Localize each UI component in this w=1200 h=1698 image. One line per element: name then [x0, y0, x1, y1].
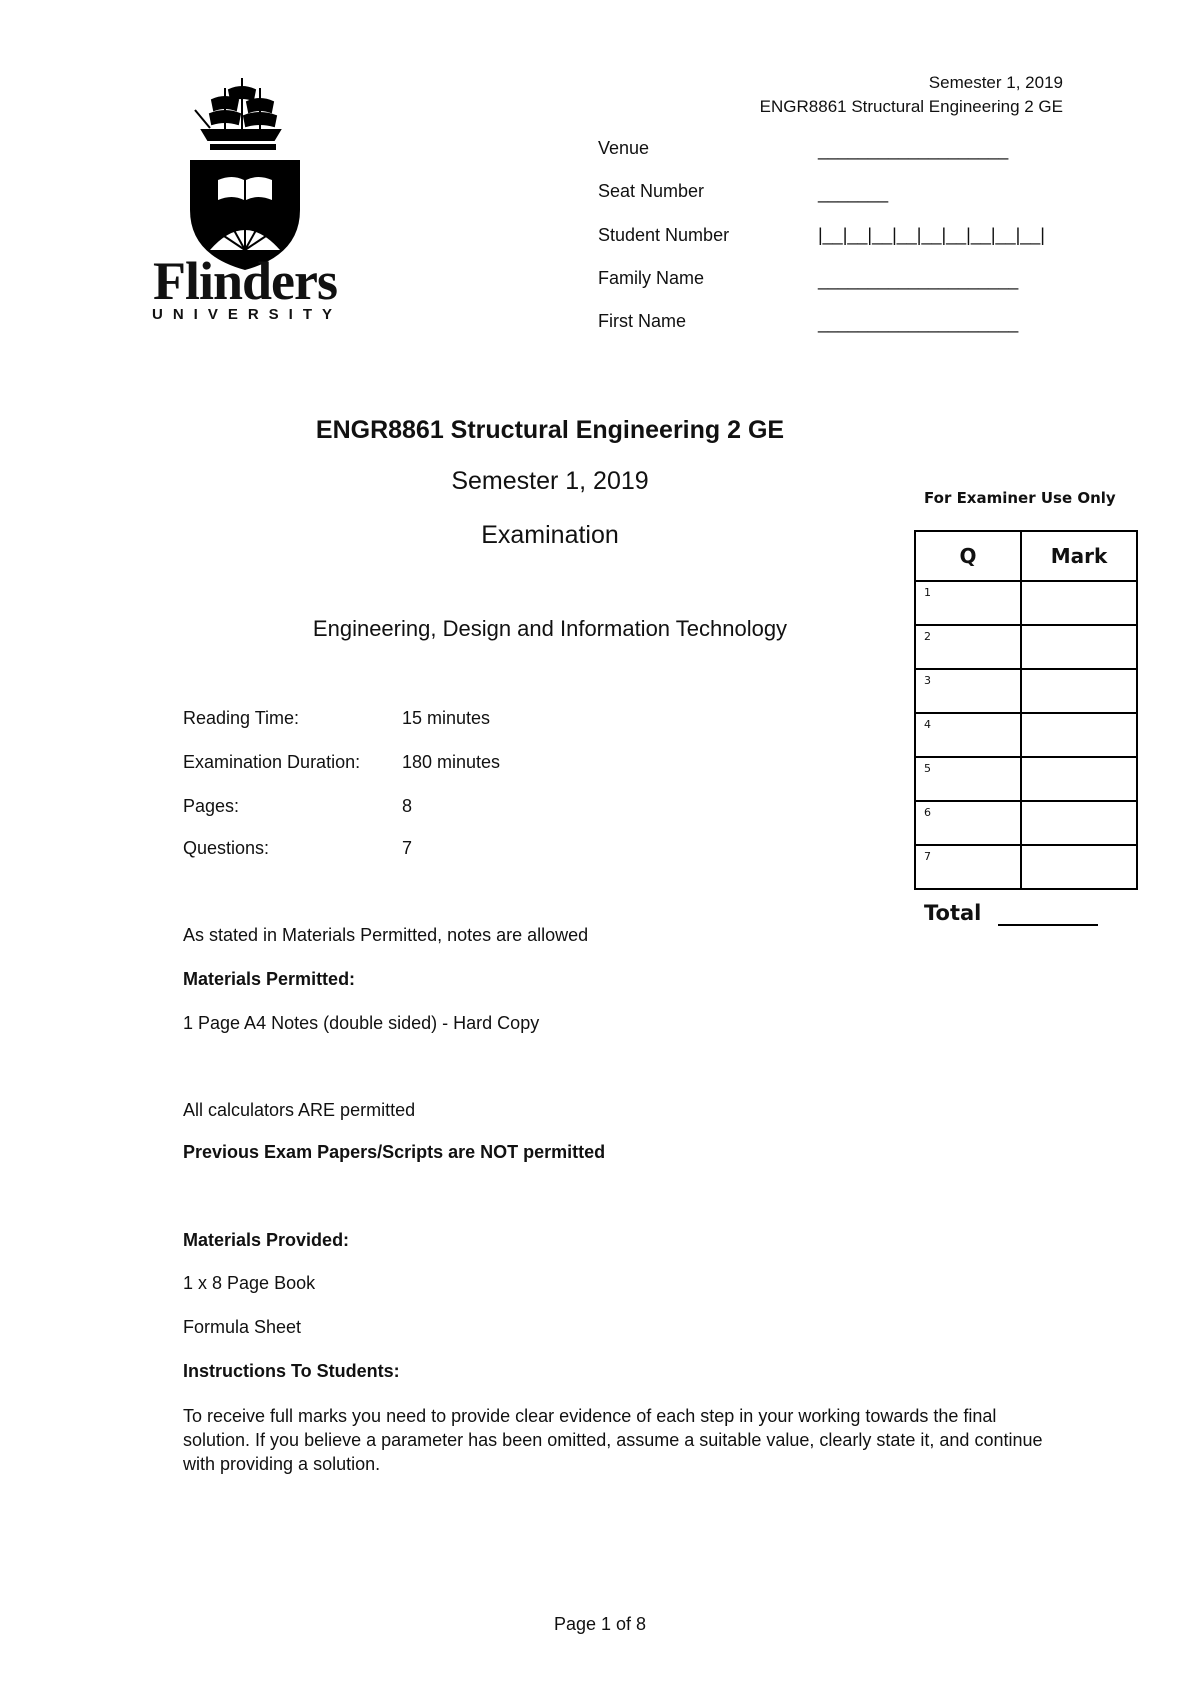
- pages-label: Pages:: [183, 796, 240, 816]
- faculty-name: Engineering, Design and Information Technology: [312, 616, 788, 641]
- materials-permitted-heading: Materials Permitted:: [183, 969, 356, 989]
- question-number: 2: [915, 625, 1021, 669]
- mark-cell[interactable]: [1021, 845, 1137, 889]
- student-number-field[interactable]: |__|__|__|__|__|__|__|__|__|: [818, 225, 1045, 245]
- mark-cell[interactable]: [1021, 801, 1137, 845]
- university-logo: [150, 70, 343, 330]
- mark-cell[interactable]: [1021, 625, 1137, 669]
- total-label: Total: [924, 901, 982, 925]
- duration-label: Examination Duration:: [183, 752, 361, 772]
- column-q-header: Q: [915, 531, 1021, 581]
- table-row: [915, 845, 1137, 889]
- previous-papers-text: Previous Exam Papers/Scripts are NOT permitted: [183, 1142, 606, 1162]
- header-semester: Semester 1, 2019: [928, 73, 1063, 92]
- venue-field[interactable]: ___________________: [818, 140, 1009, 160]
- notes-allowed-text: As stated in Materials Permitted, notes are allowed: [183, 925, 589, 945]
- exam-course-title: ENGR8861 Structural Engineering 2 GE: [315, 416, 785, 444]
- exam-semester: Semester 1, 2019: [451, 467, 649, 495]
- table-row: [915, 669, 1137, 713]
- duration-value: 180 minutes: [402, 752, 501, 772]
- pages-value: 8: [402, 796, 413, 816]
- family-name-label: Family Name: [598, 268, 705, 288]
- table-row: [915, 801, 1137, 845]
- mark-cell[interactable]: [1021, 757, 1137, 801]
- university-wordmark: Flinders: [152, 251, 337, 311]
- page-number: Page 1 of 8: [553, 1614, 647, 1634]
- question-number: 3: [915, 669, 1021, 713]
- university-crest-icon: [150, 70, 340, 270]
- first-name-label: First Name: [598, 311, 687, 331]
- family-name-field[interactable]: ____________________: [818, 270, 1019, 290]
- seat-number-label: Seat Number: [598, 181, 705, 201]
- question-number: 1: [915, 581, 1021, 625]
- exam-type: Examination: [481, 521, 619, 549]
- table-row: [915, 713, 1137, 757]
- examiner-title: For Examiner Use Only: [924, 489, 1116, 507]
- materials-provided-item: Formula Sheet: [183, 1317, 302, 1337]
- table-row: [915, 625, 1137, 669]
- seat-number-field[interactable]: _______: [818, 183, 889, 203]
- first-name-field[interactable]: ____________________: [818, 313, 1019, 333]
- table-header-row: [915, 531, 1137, 581]
- mark-cell[interactable]: [1021, 581, 1137, 625]
- university-subtitle: UNIVERSITY: [152, 306, 343, 323]
- student-number-label: Student Number: [598, 225, 730, 245]
- questions-label: Questions:: [183, 838, 270, 858]
- table-row: [915, 757, 1137, 801]
- total-field[interactable]: [998, 924, 1098, 926]
- question-number: 4: [915, 713, 1021, 757]
- mark-cell[interactable]: [1021, 713, 1137, 757]
- mark-cell[interactable]: [1021, 669, 1137, 713]
- reading-time-value: 15 minutes: [402, 708, 491, 728]
- column-mark-header: Mark: [1021, 531, 1137, 581]
- question-number: 6: [915, 801, 1021, 845]
- table-row: [915, 581, 1137, 625]
- materials-provided-item: 1 x 8 Page Book: [183, 1273, 316, 1293]
- question-number: 7: [915, 845, 1021, 889]
- instructions-heading: Instructions To Students:: [183, 1361, 400, 1381]
- header-course: ENGR8861 Structural Engineering 2 GE: [759, 97, 1063, 116]
- calculators-text: All calculators ARE permitted: [183, 1100, 416, 1120]
- questions-value: 7: [402, 838, 413, 858]
- examiner-mark-table: [914, 530, 1138, 890]
- venue-label: Venue: [598, 138, 650, 158]
- instructions-text: To receive full marks you need to provide clear evidence of each step in your working towards the final solution. If you believe a parameter has been omitted, assume a suitable value, clearly state it, and continue with providing a solution.: [183, 1406, 1043, 1474]
- question-number: 5: [915, 757, 1021, 801]
- materials-provided-heading: Materials Provided:: [183, 1230, 350, 1250]
- materials-permitted-item: 1 Page A4 Notes (double sided) - Hard Copy: [183, 1013, 540, 1033]
- reading-time-label: Reading Time:: [183, 708, 300, 728]
